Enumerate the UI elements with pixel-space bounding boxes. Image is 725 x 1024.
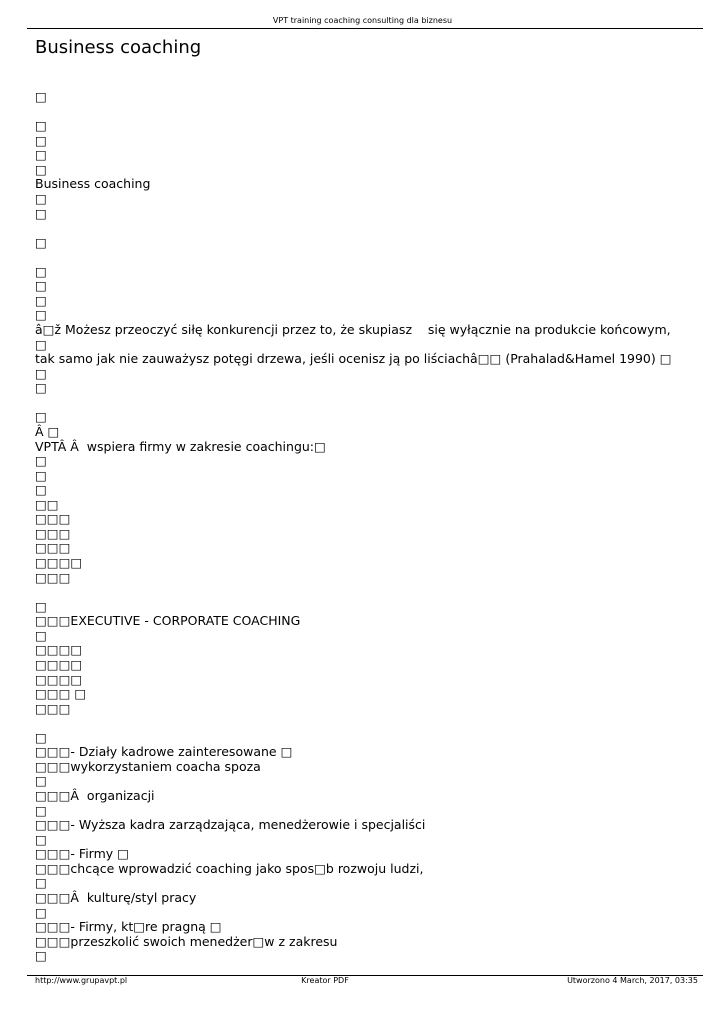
body-line: □ xyxy=(35,598,47,614)
body-line: □ xyxy=(35,904,47,920)
body-line: □ xyxy=(35,453,47,469)
body-line: □□□- Działy kadrowe zainteresowane □ xyxy=(35,744,293,760)
body-line: □□□przeszkolić swoich menedżer□w z zakresu xyxy=(35,933,338,949)
running-header: VPT training coaching consulting dla biznesu xyxy=(272,16,453,25)
body-line: □□□ xyxy=(35,525,71,541)
body-line: □ xyxy=(35,467,47,483)
body-line: □ xyxy=(35,627,47,643)
body-line: □□□- Firmy □ xyxy=(35,846,129,862)
body-line xyxy=(35,585,705,600)
body-line: □ xyxy=(35,831,47,847)
body-line: □ xyxy=(35,89,47,104)
body-line: □□□- Firmy, kt□re pragną □ xyxy=(35,919,222,935)
body-line: □ xyxy=(35,773,47,789)
body-line xyxy=(35,221,705,236)
body-line: □□□- Wyższa kadra zarządzająca, menedżerowie i specjaliści xyxy=(35,817,426,833)
header-divider xyxy=(27,28,703,29)
body-line: VPTÂ Â wspiera firmy w zakresie coachingu:□ xyxy=(35,438,326,454)
body-line: □□□□ xyxy=(35,671,83,687)
body-line: □ xyxy=(35,729,47,745)
body-line: □ xyxy=(35,380,47,396)
footer-creator: Kreator PDF xyxy=(301,976,349,985)
body-line: □□□ xyxy=(35,511,71,527)
body-line: □ xyxy=(35,875,47,891)
body-line: □ xyxy=(35,292,47,308)
body-line: □ xyxy=(35,118,47,134)
body-line xyxy=(35,250,705,265)
body-line: Business coaching xyxy=(35,176,151,192)
document-body xyxy=(35,90,705,964)
footer-url[interactable]: http://www.grupavpt.pl xyxy=(35,976,128,985)
body-line: □□□ xyxy=(35,540,71,556)
body-line: □ xyxy=(35,948,47,964)
body-line: □□□chcące wprowadzić coaching jako spos□b rozwoju ludzi, xyxy=(35,860,424,876)
body-line: □□ xyxy=(35,496,59,512)
body-line: □ xyxy=(35,409,47,425)
body-line: □ xyxy=(35,161,47,177)
body-line xyxy=(35,396,705,411)
body-line: □□□□ xyxy=(35,656,83,672)
footer-created-date: Utworzono 4 March, 2017, 03:35 xyxy=(567,976,698,985)
body-line: □ xyxy=(35,365,47,381)
body-line xyxy=(35,716,705,731)
body-line: □ xyxy=(35,482,47,498)
body-line: □ xyxy=(35,263,47,279)
body-line: □□□Â kulturę/styl pracy xyxy=(35,889,197,905)
body-line: □□□Â organizacji xyxy=(35,788,155,803)
body-line: □ xyxy=(35,278,47,294)
page-title: Business coaching xyxy=(35,37,202,58)
body-line xyxy=(35,105,705,120)
body-line: □□□□ xyxy=(35,555,83,570)
body-line: □ xyxy=(35,234,47,250)
body-line: □□□ xyxy=(35,569,71,585)
body-line: □ xyxy=(35,802,47,818)
body-line: □ xyxy=(35,147,47,163)
body-line: □ xyxy=(35,307,47,323)
body-line: â□ž Możesz przeoczyć siłę konkurencji przez to, że skupiasz się wyłącznie na produkcie końcowym, xyxy=(35,322,671,337)
body-line: tak samo jak nie zauważysz potęgi drzewa, jeśli ocenisz ją po liściachâ□□ (Prahalad&Hamel 1990) □ xyxy=(35,351,672,367)
body-line: □□□ xyxy=(35,700,71,716)
body-line: □ xyxy=(35,336,47,352)
body-line: □ xyxy=(35,190,47,206)
body-line: □□□ □ xyxy=(35,686,87,702)
body-line: □□□EXECUTIVE - CORPORATE COACHING xyxy=(35,613,301,629)
body-line: □ xyxy=(35,205,47,221)
body-line: □□□wykorzystaniem coacha spoza xyxy=(35,758,261,774)
body-line: □□□□ xyxy=(35,642,83,658)
body-line: Â □ xyxy=(35,423,60,439)
body-line: □ xyxy=(35,132,47,148)
